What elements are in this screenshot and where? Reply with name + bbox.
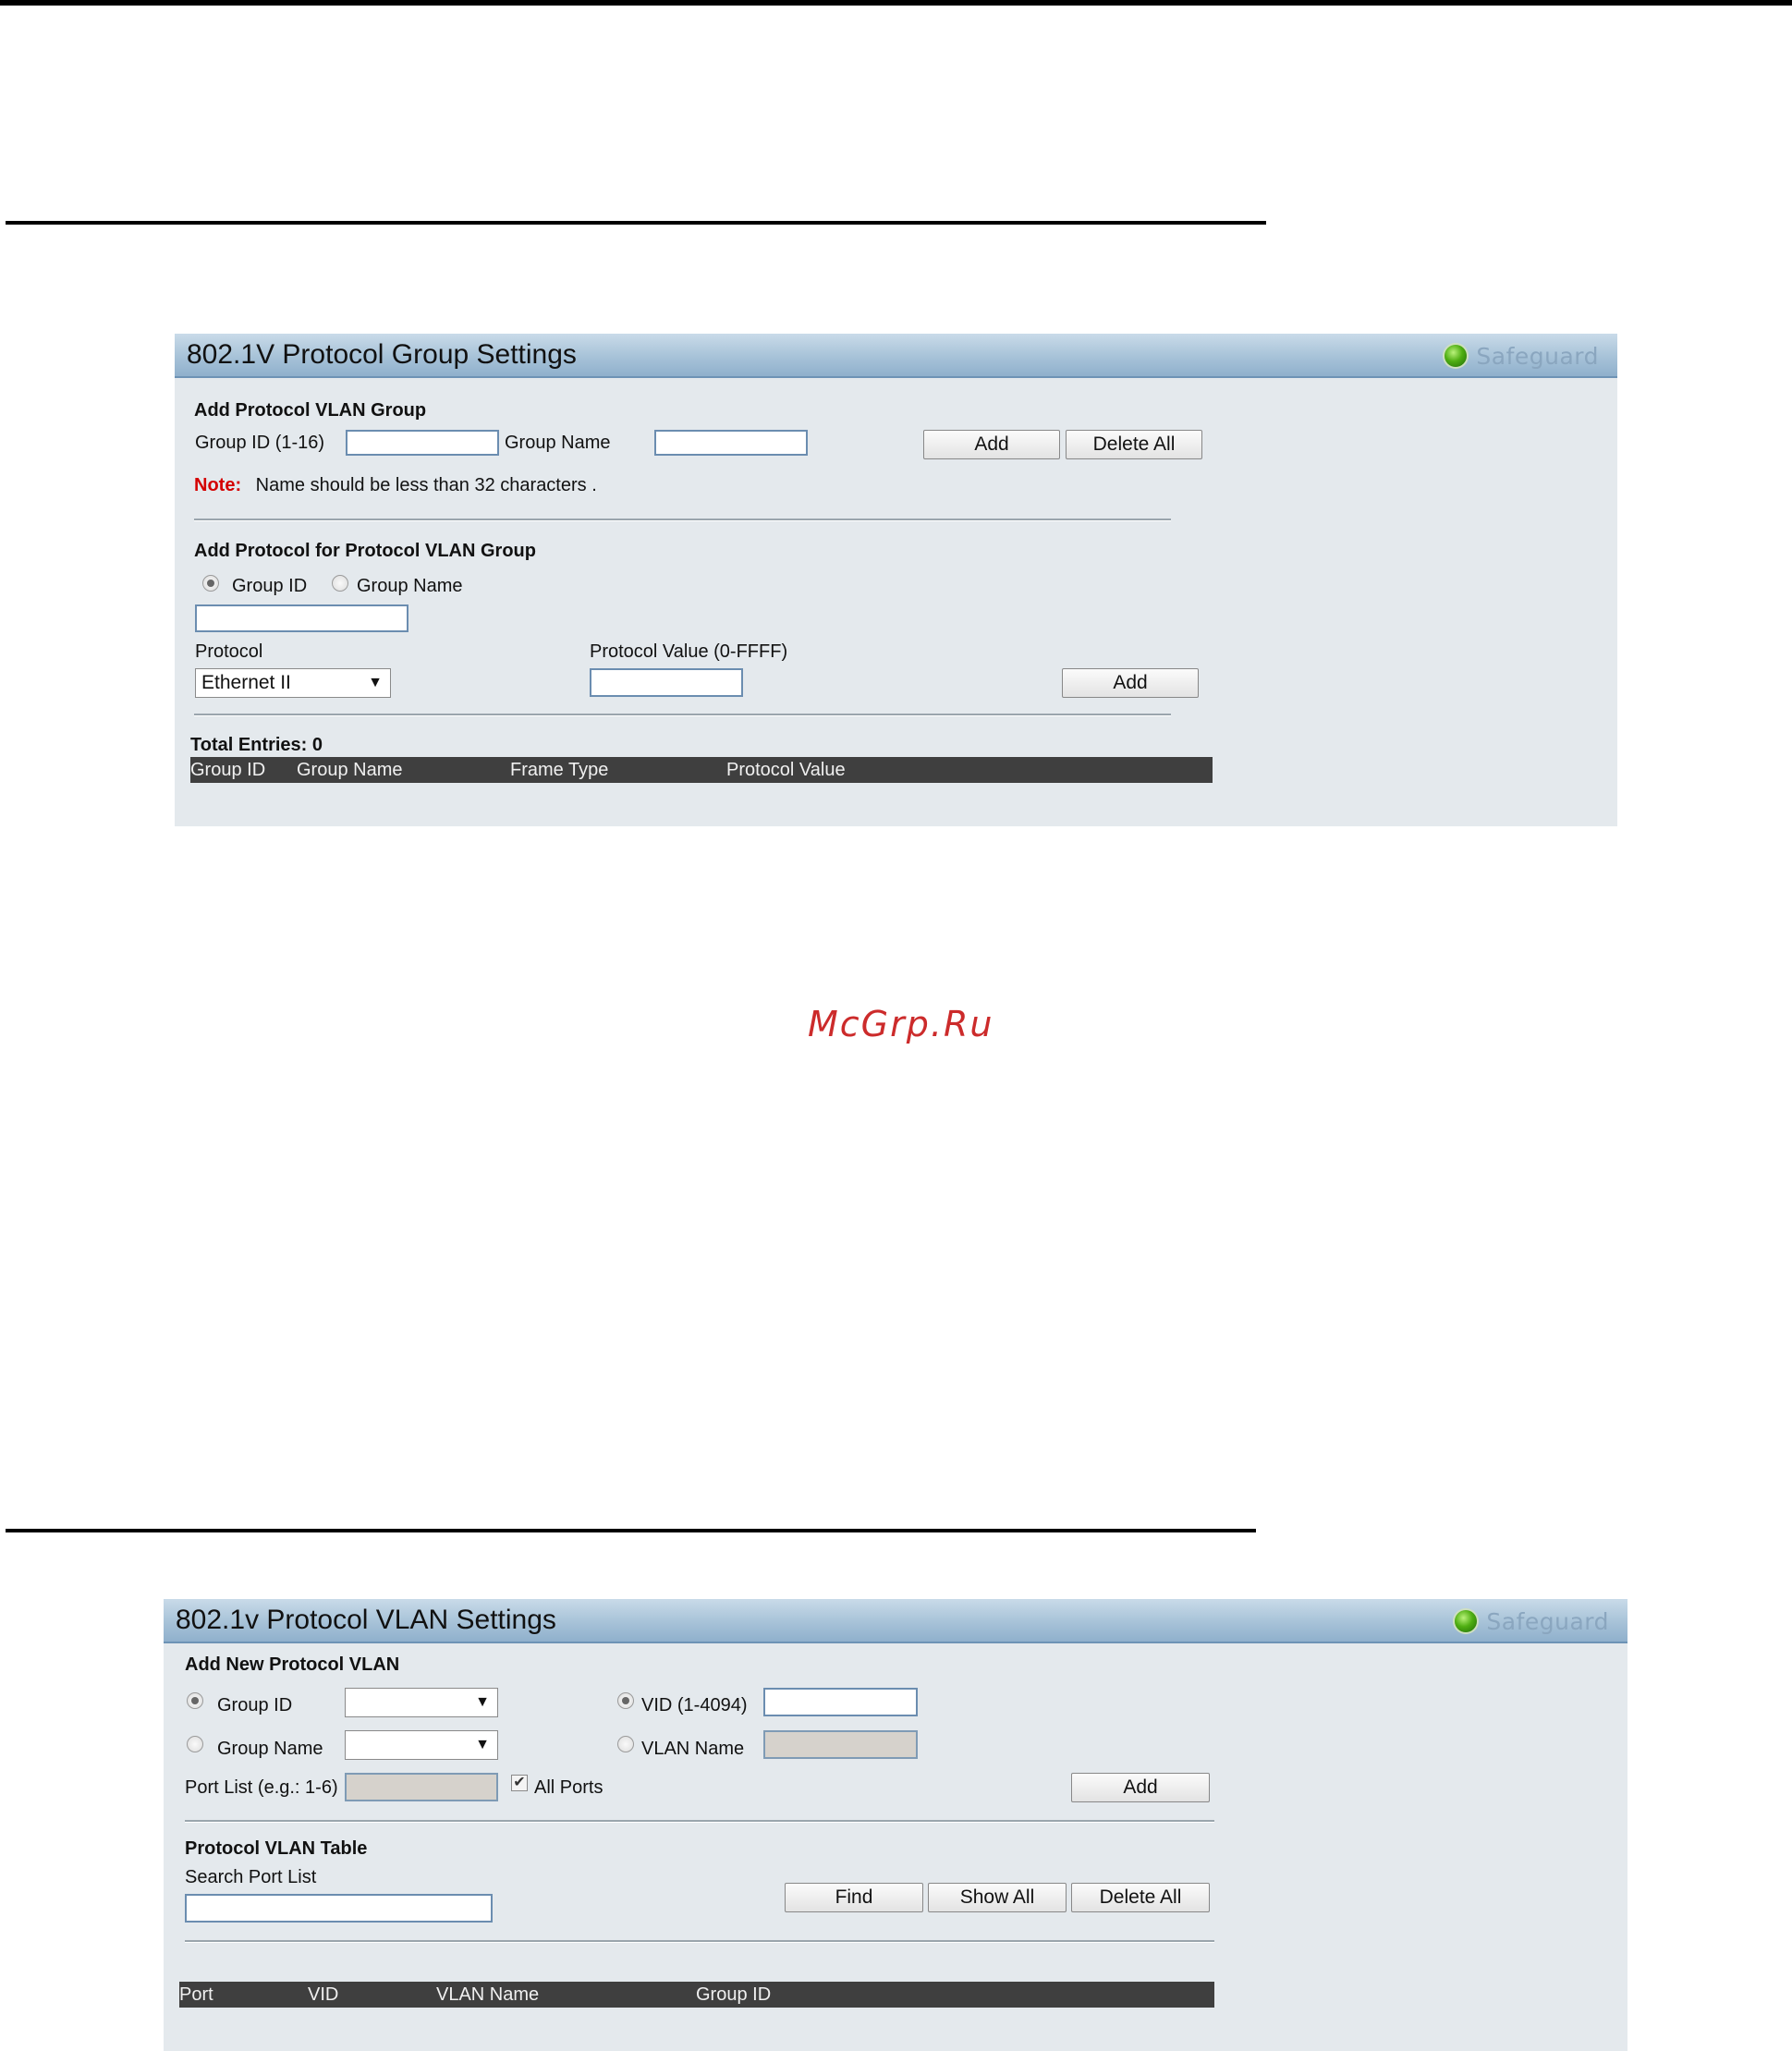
top-rule (0, 0, 1792, 6)
radio-group-id-label: Group ID (217, 1695, 293, 1715)
section-heading-add-protocol: Add Protocol for Protocol VLAN Group (194, 541, 536, 561)
protocol-value-input[interactable] (590, 668, 743, 697)
column-group-id: Group ID (696, 1984, 772, 2005)
section-rule-1 (6, 221, 1266, 225)
safeguard-status-icon (1445, 345, 1467, 367)
divider (185, 1940, 1214, 1943)
port-list-label: Port List (e.g.: 1-6) (185, 1777, 338, 1798)
radio-group-name-label: Group Name (217, 1739, 323, 1759)
group-name-label: Group Name (505, 433, 611, 453)
divider (185, 1820, 1214, 1823)
chevron-down-icon: ▼ (475, 1737, 490, 1752)
search-port-list-label: Search Port List (185, 1867, 317, 1887)
protocol-label: Protocol (195, 641, 263, 662)
panel-header (175, 334, 1617, 378)
column-vid: VID (308, 1984, 339, 2005)
protocol-value-label: Protocol Value (0-FFFF) (590, 641, 788, 662)
vid-input[interactable] (763, 1688, 918, 1716)
section-heading-add-new: Add New Protocol VLAN (185, 1654, 400, 1675)
group-id-input[interactable] (346, 430, 499, 456)
vlan-name-input[interactable] (763, 1730, 918, 1759)
group-name-select[interactable] (345, 1730, 498, 1760)
all-ports-label: All Ports (534, 1777, 603, 1798)
chevron-down-icon: ▼ (475, 1694, 490, 1710)
radio-group-name[interactable] (332, 575, 348, 592)
show-all-button[interactable]: Show All (928, 1883, 1067, 1912)
column-frame-type: Frame Type (510, 760, 609, 780)
all-ports-checkbox[interactable]: ✔ (511, 1775, 528, 1791)
search-port-list-input[interactable] (185, 1894, 493, 1923)
group-id-label: Group ID (1-16) (195, 433, 325, 453)
protocol-select-value: Ethernet II (201, 672, 291, 693)
group-id-select[interactable] (345, 1688, 498, 1717)
note (194, 475, 597, 496)
watermark: McGrp.Ru (808, 1004, 994, 1044)
radio-vid-label: VID (1-4094) (641, 1695, 748, 1715)
radio-group-id-label: Group ID (232, 576, 308, 596)
protocol-select[interactable] (195, 668, 391, 698)
radio-group-id[interactable] (202, 575, 219, 592)
find-button[interactable]: Find (785, 1883, 923, 1912)
chevron-down-icon: ▼ (368, 675, 383, 690)
panel-header (164, 1599, 1627, 1643)
radio-group-id[interactable] (187, 1692, 203, 1709)
add-protocol-vlan-button[interactable]: Add (1071, 1773, 1210, 1802)
radio-vlan-name[interactable] (617, 1736, 634, 1752)
divider (194, 519, 1171, 521)
note-text: Name should be less than 32 characters . (255, 475, 597, 495)
delete-all-groups-button[interactable]: Delete All (1066, 430, 1202, 459)
page-title: 802.1v Protocol VLAN Settings (176, 1605, 556, 1635)
vlan-table-header (179, 1982, 1214, 2008)
section-heading-vlan-table: Protocol VLAN Table (185, 1838, 368, 1859)
safeguard-label: Safeguard (1476, 342, 1599, 370)
column-vlan-name: VLAN Name (436, 1984, 540, 2005)
port-list-input[interactable] (345, 1773, 498, 1801)
add-group-button[interactable]: Add (923, 430, 1060, 459)
protocol-vlan-settings-panel (164, 1599, 1627, 2051)
column-group-id: Group ID (190, 760, 266, 780)
radio-group-name-label: Group Name (357, 576, 463, 596)
group-name-input[interactable] (654, 430, 808, 456)
column-group-name: Group Name (297, 760, 403, 780)
group-table-header (190, 757, 1213, 783)
section-rule-2 (6, 1529, 1256, 1532)
radio-vid[interactable] (617, 1692, 634, 1709)
safeguard-indicator (1445, 343, 1599, 369)
divider (194, 714, 1171, 716)
safeguard-status-icon (1455, 1610, 1477, 1632)
column-protocol-value: Protocol Value (726, 760, 846, 780)
page-title: 802.1V Protocol Group Settings (187, 339, 577, 370)
safeguard-indicator (1455, 1608, 1609, 1634)
protocol-group-settings-panel (175, 334, 1617, 826)
add-protocol-button[interactable]: Add (1062, 668, 1199, 698)
total-entries: Total Entries: 0 (190, 735, 323, 755)
radio-vlan-name-label: VLAN Name (641, 1739, 745, 1759)
radio-group-name[interactable] (187, 1736, 203, 1752)
delete-all-button[interactable]: Delete All (1071, 1883, 1210, 1912)
safeguard-label: Safeguard (1486, 1607, 1609, 1635)
section-heading-add-group: Add Protocol VLAN Group (194, 400, 427, 421)
note-label: Note: (194, 475, 242, 495)
column-port: Port (179, 1984, 213, 2005)
group-select-input[interactable] (195, 604, 408, 632)
